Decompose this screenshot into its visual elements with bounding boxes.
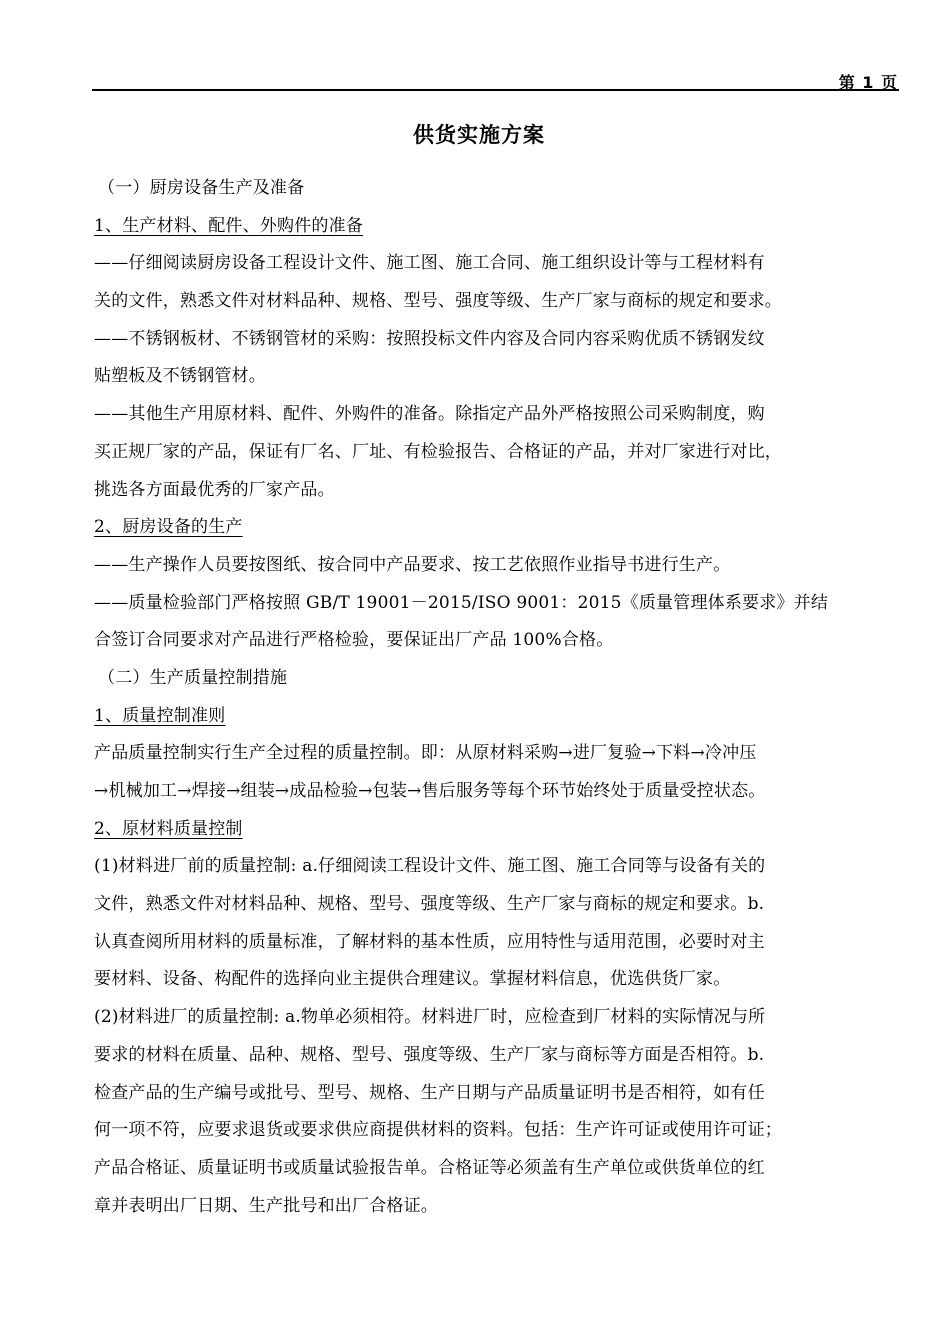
paragraph-line: [94, 472, 864, 510]
paragraph-line: [94, 1037, 864, 1075]
paragraph-line: [94, 848, 864, 886]
section-heading: [94, 208, 864, 246]
line-text: （一）厨房设备生产及准备: [98, 178, 305, 198]
line-text: 1、生产材料、配件、外购件的准备: [94, 215, 364, 236]
chapter-heading: [94, 660, 864, 698]
line-text: 关的文件，熟悉文件对材料品种、规格、型号、强度等级、生产厂家与商标的规定和要求。: [94, 291, 782, 312]
paragraph-line: [94, 773, 864, 811]
paragraph-line: [94, 924, 864, 962]
paragraph-line: [94, 1075, 864, 1113]
line-text: ——仔细阅读厨房设备工程设计文件、施工图、施工合同、施工组织设计等与工程材料有: [94, 253, 765, 274]
line-text: （二）生产质量控制措施: [98, 667, 288, 688]
paragraph-line: [94, 321, 864, 359]
line-text: →机械加工→焊接→组装→成品检验→包装→售后服务等每个环节始终处于质量受控状态。: [94, 781, 766, 801]
paragraph-line: [94, 547, 864, 585]
line-text: ——不锈钢板材、不锈钢管材的采购：按照投标文件内容及合同内容采购优质不锈钢发纹: [94, 328, 765, 349]
line-text: 合签订合同要求对产品进行严格检验，要保证出厂产品 100%合格。: [94, 630, 614, 651]
line-text: 检查产品的生产编号或批号、型号、规格、生产日期与产品质量证明书是否相符，如有任: [94, 1082, 765, 1103]
paragraph-line: [94, 396, 864, 434]
section-heading: [94, 509, 864, 547]
paragraph-line: [94, 622, 864, 660]
paragraph-line: [94, 886, 864, 924]
line-text: 要求的材料在质量、品种、规格、型号、强度等级、生产厂家与商标等方面是否相符。b.: [94, 1044, 765, 1065]
document-text: [94, 170, 864, 1225]
page-number: 第 1 页: [838, 73, 898, 92]
paragraph-line: [94, 245, 864, 283]
section-heading: [94, 698, 864, 736]
line-text: 2、厨房设备的生产: [94, 517, 243, 538]
line-text: 文件，熟悉文件对材料品种、规格、型号、强度等级、生产厂家与商标的规定和要求。b.: [94, 894, 765, 915]
paragraph-line: [94, 283, 864, 321]
section-heading: [94, 811, 864, 849]
document-title: 供货实施方案: [413, 123, 545, 147]
line-text: ——其他生产用原材料、配件、外购件的准备。除指定产品外严格按照公司采购制度，购: [94, 404, 765, 425]
paragraph-line: [94, 735, 864, 773]
paragraph-line: [94, 961, 864, 999]
line-text: 要材料、设备、构配件的选择向业主提供合理建议。掌握材料信息，优选供货厂家。: [94, 969, 731, 990]
chapter-heading: [94, 170, 864, 208]
paragraph-line: [94, 358, 864, 396]
line-text: 产品质量控制实行生产全过程的质量控制。即：从原材料采购→进厂复验→下料→冷冲压: [94, 743, 757, 764]
line-text: 买正规厂家的产品，保证有厂名、厂址、有检验报告、合格证的产品，并对厂家进行对比，: [94, 441, 782, 462]
paragraph-line: [94, 1188, 864, 1226]
line-text: 何一项不符，应要求退货或要求供应商提供材料的资料。包括：生产许可证或使用许可证；: [94, 1120, 782, 1141]
line-text: ——质量检验部门严格按照 GB/T 19001－2015/ISO 9001：2015《质量管理体系要求》并结: [94, 592, 829, 613]
line-text: (1)材料进厂前的质量控制: a.仔细阅读工程设计文件、施工图、施工合同等与设备有关的: [94, 856, 766, 877]
line-text: ——生产操作人员要按图纸、按合同中产品要求、按工艺依照作业指导书进行生产。: [94, 554, 731, 575]
document-body: [94, 110, 864, 1225]
paragraph-line: [94, 1150, 864, 1188]
line-text: (2)材料进厂的质量控制: a.物单必须相符。材料进厂时，应检查到厂材料的实际情况与所: [94, 1007, 766, 1028]
line-text: 认真查阅所用材料的质量标准，了解材料的基本性质，应用特性与适用范围，必要时对主: [94, 931, 765, 952]
line-text: 章并表明出厂日期、生产批号和出厂合格证。: [94, 1195, 438, 1216]
paragraph-line: [94, 999, 864, 1037]
line-text: 挑选各方面最优秀的厂家产品。: [94, 479, 335, 500]
paragraph-line: [94, 1112, 864, 1150]
line-text: 2、原材料质量控制: [94, 818, 243, 839]
line-text: 1、质量控制准则: [94, 705, 226, 726]
header-divider: [92, 89, 899, 91]
line-text: 产品合格证、质量证明书或质量试验报告单。合格证等必须盖有生产单位或供货单位的红: [94, 1157, 765, 1178]
line-text: 贴塑板及不锈钢管材。: [94, 366, 266, 387]
paragraph-line: [94, 434, 864, 472]
paragraph-line: [94, 585, 864, 623]
